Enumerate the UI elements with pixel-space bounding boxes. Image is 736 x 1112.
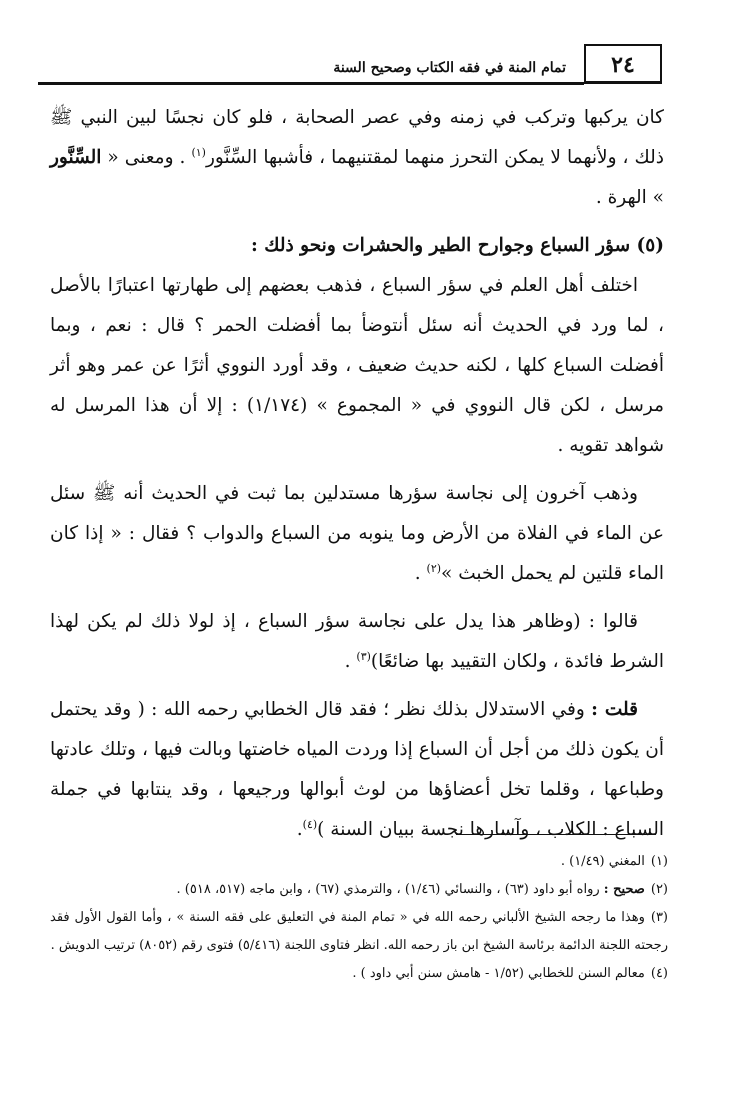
section-heading: (٥) سؤر السباع وجوارح الطير والحشرات ونحو ذلك : xyxy=(251,235,664,256)
footnote-separator xyxy=(456,834,656,835)
paragraph-text: . xyxy=(414,563,427,584)
footnote-number: (٤) xyxy=(650,966,668,981)
paragraph-text: . ومعنى « xyxy=(101,147,192,168)
defined-term: السِّنَّور xyxy=(50,147,102,168)
paragraph xyxy=(50,474,664,594)
footnote-ref: (٢) xyxy=(426,561,442,575)
footnote-lead: صحيح : xyxy=(603,882,645,897)
paragraph-text: . xyxy=(296,819,303,840)
paragraph xyxy=(50,690,664,850)
footnote-ref: (٤) xyxy=(302,817,318,831)
paragraph xyxy=(50,602,664,682)
header-rule xyxy=(38,82,584,85)
footnote-number: (٢) xyxy=(650,882,668,897)
footnote xyxy=(50,848,668,876)
page-number: ٢٤ xyxy=(584,44,662,84)
paragraph-continuation xyxy=(50,98,664,218)
footnotes xyxy=(50,848,668,988)
footnote-number: (٣) xyxy=(650,910,668,925)
paragraph-text: . xyxy=(344,651,357,672)
paragraph-text: كان يركبها وتركب في زمنه وفي عصر الصحابة ، فلو كان نجسًا لبين النبي ﷺ ذلك ، ولأنهما لا يمكن التحرز منهما لمقتنيهما ، فأشبها السِّنَّور xyxy=(50,107,664,168)
paragraph-text: » الهرة . xyxy=(595,187,664,208)
footnote-text: رواه أبو داود (٦٣) ، والنسائي (١/٤٦) ، والترمذي (٦٧) ، وابن ماجه (٥١٧، ٥١٨) . xyxy=(176,882,604,897)
paragraph-lead: قلت : xyxy=(591,699,638,720)
footnote xyxy=(50,960,668,988)
paragraph-text: وفي الاستدلال بذلك نظر ؛ فقد قال الخطابي رحمه الله : ( وقد يحتمل أن يكون ذلك من أجل أن السباع إذا وردت المياه خاضتها وبالت فيها ، وتلك عادتها وطباعها ، وقلما تخل أعضاؤها من لوث أبوالها ورجيعها ، وقد ينتابها في جملة السباع : الكلاب ، وآسارها نجسة ببيان السنة ) xyxy=(50,699,664,840)
paragraph-text: وذهب آخرون إلى نجاسة سؤرها مستدلين بما ثبت في الحديث أنه ﷺ سئل عن الماء في الفلاة من الأرض وما ينوبه من السباع والدواب ؟ فقال : « إذا كان الماء قلتين لم يحمل الخبث » xyxy=(50,483,664,584)
footnote-number: (١) xyxy=(650,854,668,869)
footnote-text: معالم السنن للخطابي (١/٥٢ - هامش سنن أبي داود ) . xyxy=(352,966,645,981)
running-title: تمام المنة في فقه الكتاب وصحيح السنة xyxy=(333,60,566,76)
main-text xyxy=(50,98,664,850)
footnote xyxy=(50,904,668,960)
footnote xyxy=(50,876,668,904)
footnote-text: وهذا ما رجحه الشيخ الألباني رحمه الله في « تمام المنة في التعليق على فقه السنة » ، وأما القول الأول فقد رجحته اللجنة الدائمة برئاسة الشيخ ابن باز رحمه الله. انظر فتاوى اللجنة (٥/٤١٦) فتوى رقم (٨٠٥٢) ترتيب الدويش . xyxy=(50,910,668,953)
running-header xyxy=(38,44,662,90)
footnote-ref: (١) xyxy=(191,145,206,159)
footnote-ref: (٣) xyxy=(356,649,371,663)
footnote-text: المغني (١/٤٩) . xyxy=(560,854,645,869)
paragraph: اختلف أهل العلم في سؤر السباع ، فذهب بعضهم إلى طهارتها اعتبارًا بالأصل ، لما ورد في الحديث أنه سئل أنتوضأ بما أفضلت الحمر ؟ قال : نعم ، وبما أفضلت السباع كلها ، لكنه حديث ضعيف ، وقد أورد النووي أثرًا عن عمر وهو أثر مرسل ، لكن قال النووي في « المجموع » (١/١٧٤) : إلا أن هذا المرسل له شواهد تقويه . xyxy=(50,275,664,456)
paragraph-text: قالوا : (وظاهر هذا يدل على نجاسة سؤر السباع ، إذ لولا ذلك لم يكن لهذا الشرط فائدة ، ولكان التقييد بها ضائعًا) xyxy=(50,611,664,672)
